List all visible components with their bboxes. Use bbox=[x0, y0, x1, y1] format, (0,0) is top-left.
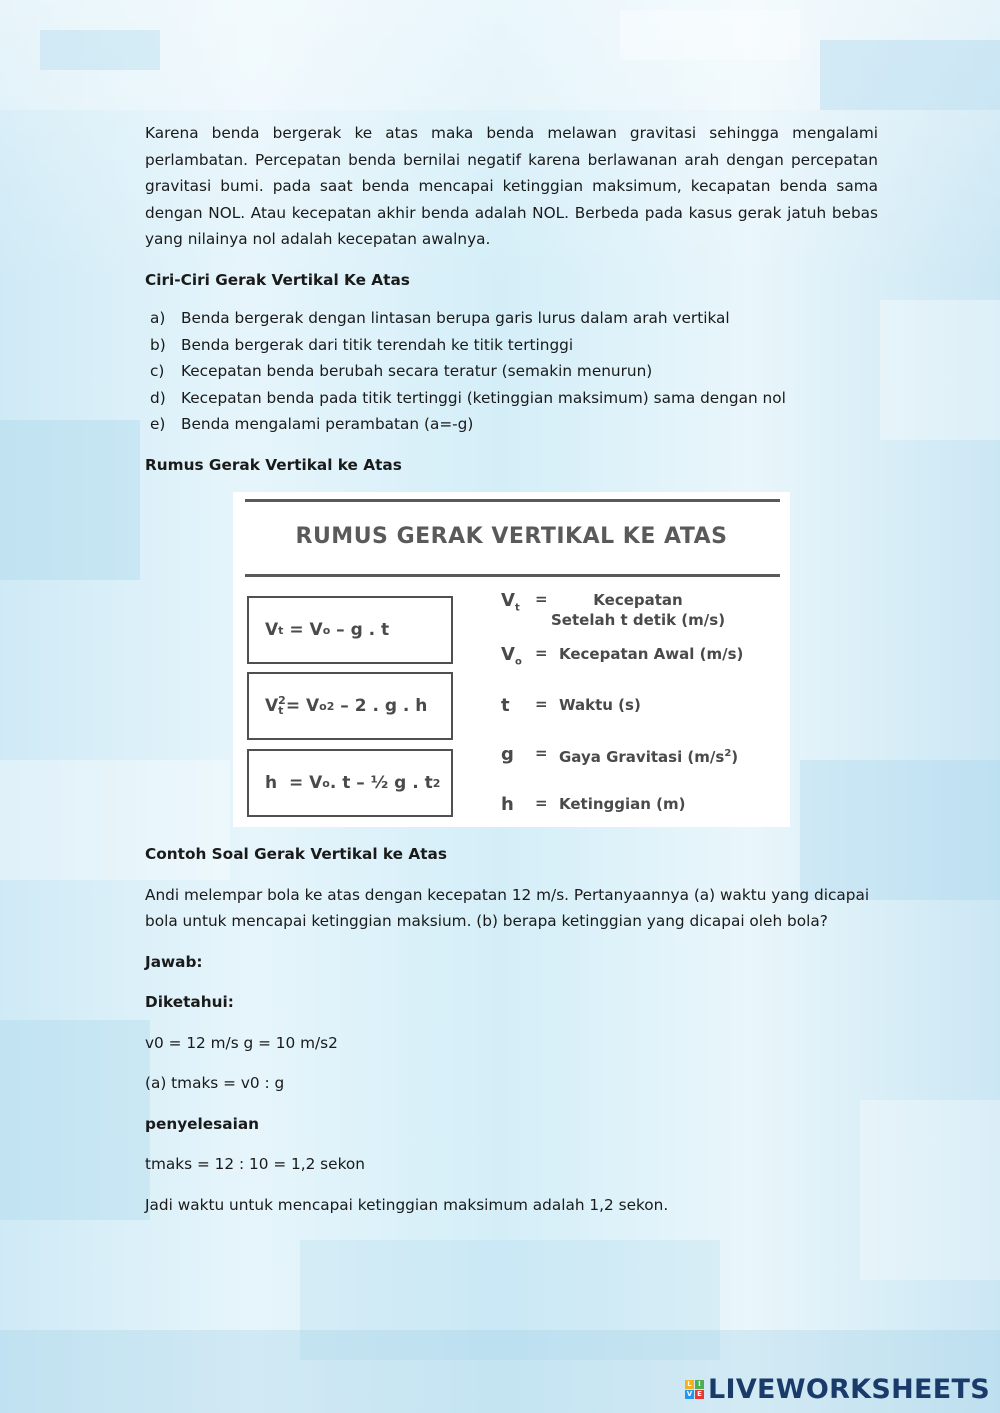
formula-velocity-squared: V 2 t = V o 2 – 2 . g . h bbox=[247, 672, 453, 740]
def-t: t = Waktu (s) bbox=[501, 695, 641, 716]
intro-paragraph: Karena benda bergerak ke atas maka benda melawan gravitasi sehingga mengalami perlambatan. Percepatan benda bernilai negatif karena berlawanan arah dengan percepatan gravitasi bumi. pada saat benda mencapai ketinggian maksimum, kecapatan benda sama dengan NOL. Atau kecepatan akhir benda adalah NOL. Berbeda pada kasus gerak jatuh bebas yang nilainya nol adalah kecepatan awalnya. bbox=[145, 124, 878, 248]
list-text: Benda mengalami perambatan (a=-g) bbox=[181, 415, 474, 433]
list-marker: b) bbox=[150, 335, 166, 354]
list-marker: d) bbox=[150, 388, 166, 407]
document-body bbox=[145, 120, 878, 478]
list-marker: e) bbox=[150, 415, 166, 433]
list-item bbox=[145, 385, 878, 412]
conclusion-text: Jadi waktu untuk mencapai ketinggian maksimum adalah 1,2 sekon. bbox=[145, 1195, 669, 1214]
formula-height: h = V o . t – ½ g . t 2 bbox=[247, 749, 453, 817]
def-g: g = Gaya Gravitasi $(m/s^2)$ bbox=[501, 744, 739, 766]
top-rule bbox=[245, 499, 780, 502]
list-text: Benda bergerak dengan lintasan berupa garis lurus dalam arah vertikal bbox=[181, 309, 730, 327]
list-item bbox=[145, 358, 878, 385]
def-vo: $V_o$ = Kecepatan Awal (m/s) bbox=[501, 644, 744, 668]
liveworksheets-logo bbox=[685, 1374, 990, 1405]
list-marker: c) bbox=[150, 362, 165, 380]
list-marker: a) bbox=[150, 309, 166, 327]
jawab-label: Jawab: bbox=[145, 952, 203, 971]
rumus-heading: Rumus Gerak Vertikal ke Atas bbox=[145, 455, 402, 474]
formula-figure bbox=[233, 492, 790, 827]
logo-icon: L I V E bbox=[685, 1380, 704, 1399]
example-section bbox=[145, 841, 878, 1218]
list-item bbox=[145, 411, 878, 438]
question-text: Andi melempar bola ke atas dengan kecepatan 12 m/s. Pertanyaannya (a) waktu yang dicapai bola untuk mencapai ketinggian maksium. (b) berapa ketinggian yang dicapai oleh bola? bbox=[145, 885, 870, 930]
list-text: Benda bergerak dari titik terendah ke titik tertinggi bbox=[181, 335, 574, 354]
list-text: Kecepatan benda berubah secara teratur (semakin menurun) bbox=[181, 362, 653, 380]
logo-text: LIVEWORKSHEETS bbox=[707, 1374, 990, 1405]
list-item bbox=[145, 305, 878, 332]
list-item bbox=[145, 332, 878, 359]
ciri-list bbox=[145, 305, 878, 438]
list-text: Kecepatan benda pada titik tertinggi (ketinggian maksimum) sama dengan nol bbox=[181, 388, 786, 407]
formula-text: (a) tmaks = v0 : g bbox=[145, 1074, 285, 1092]
title-rule bbox=[245, 574, 780, 577]
penyelesaian-label: penyelesaian bbox=[145, 1114, 260, 1133]
given-values: v0 = 12 m/s g = 10 m/s2 bbox=[145, 1033, 338, 1052]
figure-title: RUMUS GERAK VERTIKAL KE ATAS bbox=[295, 524, 728, 549]
ciri-heading: Ciri-Ciri Gerak Vertikal Ke Atas bbox=[145, 270, 410, 289]
formula-velocity: V t = V o – g . t bbox=[247, 596, 453, 664]
contoh-heading: Contoh Soal Gerak Vertikal ke Atas bbox=[145, 845, 447, 863]
def-h: h = Ketinggian (m) bbox=[501, 794, 686, 815]
def-vt: $V_t$ = Kecepatan Setelah t detik (m/s) bbox=[501, 590, 726, 629]
calculation-text: tmaks = 12 : 10 = 1,2 sekon bbox=[145, 1155, 365, 1173]
diketahui-label: Diketahui: bbox=[145, 993, 234, 1011]
